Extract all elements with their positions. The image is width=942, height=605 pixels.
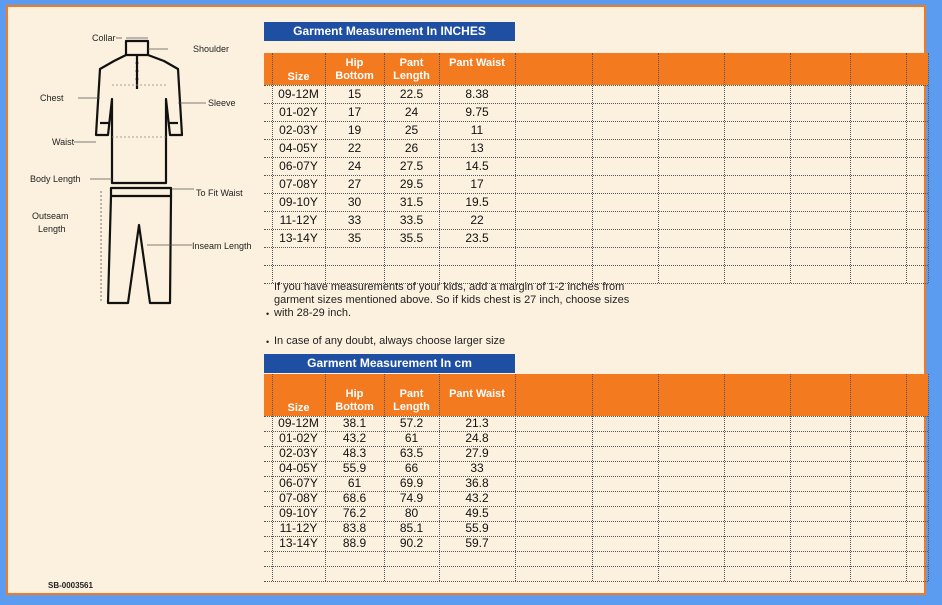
measurement-cell: 85.1 (399, 521, 424, 535)
measurement-cell: 24.8 (465, 431, 489, 445)
note-margin (274, 281, 629, 320)
grid-line (850, 374, 851, 581)
measurement-cell: 22 (470, 212, 484, 227)
measurement-cell: 22 (347, 140, 362, 155)
label-outseam-length: Length (38, 224, 66, 234)
note-margin-line-1: If you have measurements of your kids, add a margin of 1-2 inches from (274, 281, 625, 293)
size-cell: 09-12M (278, 86, 319, 101)
size-cell: 02-03Y (279, 446, 318, 460)
grid-line (658, 374, 659, 581)
grid-line (592, 53, 593, 283)
grid-line (515, 53, 516, 283)
note-margin-line-2: garment sizes mentioned above. So if kids chest is 27 inch, choose sizes (274, 294, 630, 306)
measurement-cell: 69.9 (399, 476, 424, 490)
measurement-cell: 43.2 (465, 491, 489, 505)
label-sleeve: Sleeve (208, 98, 236, 108)
column-header: Pant Waist (449, 57, 505, 69)
size-cell: 06-07Y (279, 476, 318, 490)
measurement-cell: 83.8 (342, 521, 367, 535)
grid-line (264, 566, 928, 567)
bullet-icon: • (266, 337, 270, 347)
measurement-cell: 63.5 (399, 446, 424, 460)
measurement-cell: 24 (404, 104, 419, 119)
measurement-cell: 76.2 (342, 506, 367, 520)
label-waist: Waist (52, 137, 75, 147)
measurement-cell: 29.5 (399, 176, 424, 191)
measurement-cell: 59.7 (465, 536, 489, 550)
size-cell: 11-12Y (279, 212, 318, 227)
label-inseam-length: Inseam Length (192, 241, 252, 251)
measurement-cell: 35.5 (399, 230, 424, 245)
measurement-cell: 68.6 (342, 491, 367, 505)
grid-line (592, 374, 593, 581)
measurement-cell: 88.9 (342, 536, 367, 550)
size-cell: 13-14Y (279, 230, 318, 245)
measurement-cell: 8.38 (465, 86, 489, 101)
size-cell: 02-03Y (279, 122, 318, 137)
grid-line (790, 374, 791, 581)
measurement-cell: 33 (470, 461, 484, 475)
label-to-fit-waist: To Fit Waist (196, 188, 243, 198)
measurement-cell: 30 (347, 194, 362, 209)
measurement-cell: 27.5 (399, 158, 424, 173)
size-cell: 13-14Y (279, 536, 318, 550)
measurement-cell: 9.75 (465, 104, 489, 119)
measurement-cell: 90.2 (399, 536, 424, 550)
measurement-cell: 35 (347, 230, 362, 245)
measurement-cell: 36.8 (465, 476, 489, 490)
label-collar: Collar (92, 33, 116, 43)
measurement-cell: 49.5 (465, 506, 489, 520)
measurement-cell: 19.5 (465, 194, 489, 209)
measurement-cell: 57.2 (399, 416, 424, 430)
size-cell: 07-08Y (279, 176, 318, 191)
kurta-pyjama-illustration (8, 7, 278, 317)
column-header: Size (287, 71, 310, 83)
measurement-cell: 14.5 (465, 158, 489, 173)
grid-line (724, 53, 725, 283)
measurement-cell: 11 (470, 122, 484, 137)
table-header-row (264, 53, 928, 85)
measurement-cell: 38.1 (342, 416, 367, 430)
inches-table (264, 53, 928, 275)
size-cell: 09-10Y (279, 506, 318, 520)
label-shoulder: Shoulder (193, 44, 230, 54)
column-header: Pant Length (393, 388, 430, 413)
column-header: Hip Bottom (335, 57, 374, 82)
measurement-cell: 61 (404, 431, 419, 445)
grid-line (906, 53, 907, 283)
grid-line (515, 374, 516, 581)
size-cell: 11-12Y (279, 521, 318, 535)
measurement-cell: 43.2 (342, 431, 367, 445)
measurement-cell: 61 (347, 476, 362, 490)
measurement-cell: 33.5 (399, 212, 424, 227)
label-body-length: Body Length (30, 174, 81, 184)
label-chest: Chest (40, 93, 64, 103)
measurement-cell: 24 (347, 158, 362, 173)
measurement-cell: 66 (404, 461, 419, 475)
measurement-cell: 26 (404, 140, 419, 155)
inches-table-title: Garment Measurement In INCHES (264, 22, 515, 41)
column-header: Pant Length (393, 57, 430, 82)
measurement-cell: 27 (347, 176, 362, 191)
table-header-row (264, 374, 928, 416)
measurement-cell: 27.9 (465, 446, 489, 460)
grid-line (658, 53, 659, 283)
size-cell: 01-02Y (279, 431, 318, 445)
size-cell: 04-05Y (279, 461, 318, 475)
grid-line (850, 53, 851, 283)
grid-line (928, 374, 929, 581)
grid-line (928, 53, 929, 283)
column-header: Pant Waist (449, 388, 505, 400)
label-outseam: Outseam (32, 211, 69, 221)
grid-line (264, 247, 928, 248)
measurement-cell: 17 (470, 176, 484, 191)
garment-diagram (8, 7, 278, 317)
product-code: SB-0003561 (48, 581, 93, 590)
note-larger-size: In case of any doubt, always choose larger size (274, 335, 506, 347)
size-cell: 04-05Y (279, 140, 318, 155)
measurement-cell: 55.9 (342, 461, 367, 475)
size-cell: 09-10Y (279, 194, 318, 209)
measurement-cell: 21.3 (465, 416, 489, 430)
measurement-cell: 31.5 (399, 194, 424, 209)
size-chart-sheet (6, 5, 926, 595)
measurement-cell: 55.9 (465, 521, 489, 535)
column-header: Size (287, 402, 310, 414)
size-cell: 07-08Y (279, 491, 318, 505)
grid-line (724, 374, 725, 581)
grid-line (790, 53, 791, 283)
size-cell: 06-07Y (279, 158, 318, 173)
grid-line (906, 374, 907, 581)
measurement-cell: 22.5 (399, 86, 424, 101)
grid-line (264, 551, 928, 552)
size-cell: 01-02Y (279, 104, 318, 119)
measurement-cell: 19 (347, 122, 362, 137)
cm-table-title: Garment Measurement In cm (264, 354, 515, 373)
measurement-cell: 25 (404, 122, 419, 137)
measurement-cell: 13 (470, 140, 484, 155)
size-cell: 09-12M (278, 416, 319, 430)
column-header: Hip Bottom (335, 388, 374, 413)
measurement-cell: 74.9 (399, 491, 424, 505)
measurement-cell: 17 (347, 104, 362, 119)
note-margin-line-3: with 28-29 inch. (274, 307, 352, 319)
measurement-cell: 23.5 (465, 230, 489, 245)
cm-table (264, 374, 928, 581)
grid-line (264, 265, 928, 266)
grid-line (264, 581, 928, 582)
measurement-cell: 15 (347, 86, 362, 101)
measurement-cell: 80 (404, 506, 419, 520)
measurement-cell: 33 (347, 212, 362, 227)
measurement-cell: 48.3 (342, 446, 367, 460)
bullet-icon: • (266, 309, 270, 319)
